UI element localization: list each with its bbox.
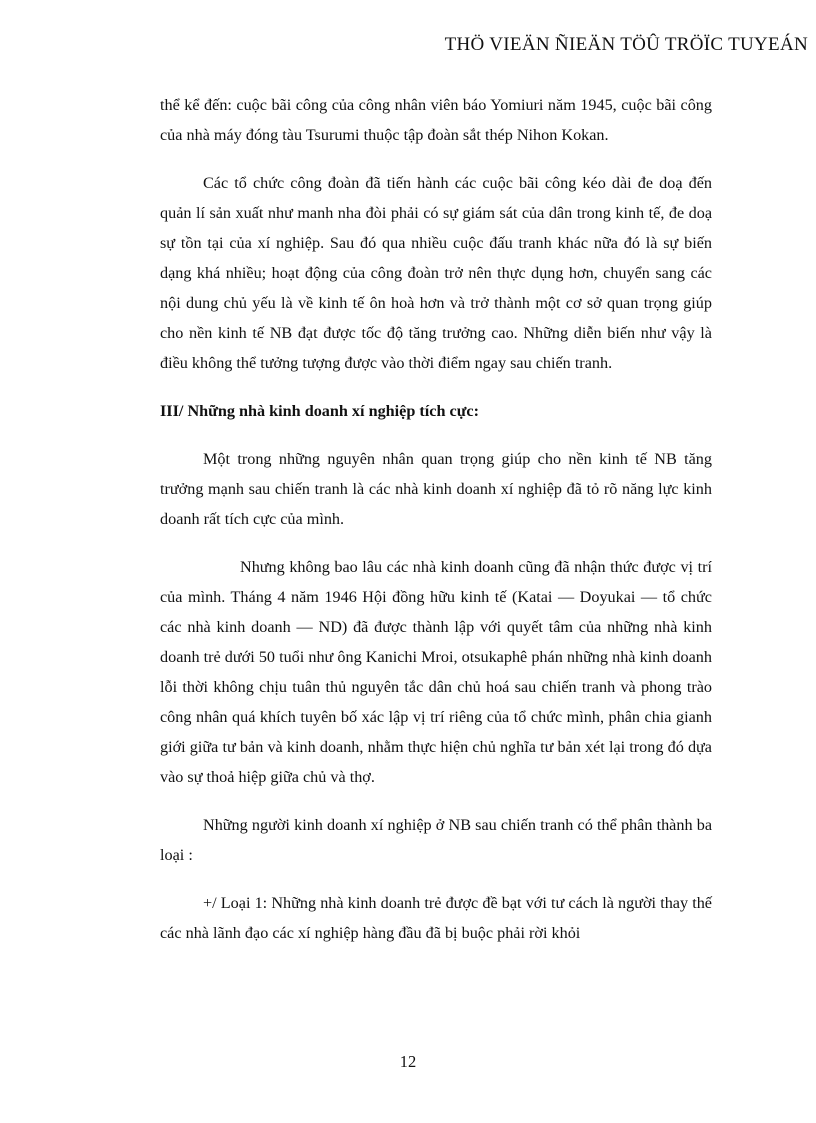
running-header: THÖ VIEÄN ÑIEÄN TÖÛ TRÖÏC TUYEÁN: [444, 34, 808, 55]
paragraph-type-one: +/ Loại 1: Những nhà kinh doanh trẻ được đề bạt với tư cách là người thay thế các nhà lãnh đạo các xí nghiệp hàng đầu đã bị buộc phải rời khỏi: [160, 894, 712, 942]
paragraph-doyukai: Nhưng không bao lâu các nhà kinh doanh cũng đã nhận thức được vị trí của mình. Tháng 4 năm 1946 Hội đồng hữu kinh tế (Katai — Doyukai — tổ chức các nhà kinh doanh — ND) đã được thành lập với quyết tâm của những nhà kinh doanh trẻ dưới 50 tuổi như ông Kanichi Mroi, otsukaphê phán những nhà kinh doanh lỗi thời không chịu tuân thủ nguyên tắc dân chủ hoá sau chiến tranh và phong trào công nhân quá khích tuyên bố xác lập vị trí riêng của tổ chức mình, phân chia gianh giới giữa tư bản và kinh doanh, nhằm thực hiện chủ nghĩa tư bản xét lại trong đó dựa vào sự thoả hiệp giữa chủ và thợ.: [160, 558, 712, 786]
page-body: [160, 90, 712, 966]
page-number: 12: [399, 1052, 417, 1071]
section-heading: III/ Những nhà kinh doanh xí nghiệp tích cực:: [160, 402, 479, 420]
paragraph-growth-reason: Một trong những nguyên nhân quan trọng giúp cho nền kinh tế NB tăng trưởng mạnh sau chiến tranh là các nhà kinh doanh xí nghiệp đã tỏ rõ năng lực kinh doanh rất tích cực của mình.: [160, 450, 712, 528]
paragraph-continuation: thể kể đến: cuộc bãi công của công nhân viên báo Yomiuri năm 1945, cuộc bãi công của nhà máy đóng tàu Tsurumi thuộc tập đoàn sắt thép Nihon Kokan.: [160, 96, 712, 144]
paragraph-trade-unions: Các tổ chức công đoàn đã tiến hành các cuộc bãi công kéo dài đe doạ đến quản lí sản xuất như manh nha đòi phải có sự giám sát của dân trong kinh tế, đe doạ sự tồn tại của xí nghiệp. Sau đó qua nhiều cuộc đấu tranh khác nữa đó là sự biến dạng khá nhiều; hoạt động của công đoàn trở nên thực dụng hơn, chuyển sang các nội dung chủ yếu là về kinh tế ôn hoà hơn và trở thành một cơ sở quan trọng giúp cho nền kinh tế NB đạt được tốc độ tăng trưởng cao. Những diễn biến như vậy là điều không thể tưởng tượng được vào thời điểm ngay sau chiến tranh.: [160, 174, 712, 372]
paragraph-three-types: Những người kinh doanh xí nghiệp ở NB sau chiến tranh có thể phân thành ba loại :: [160, 816, 712, 864]
